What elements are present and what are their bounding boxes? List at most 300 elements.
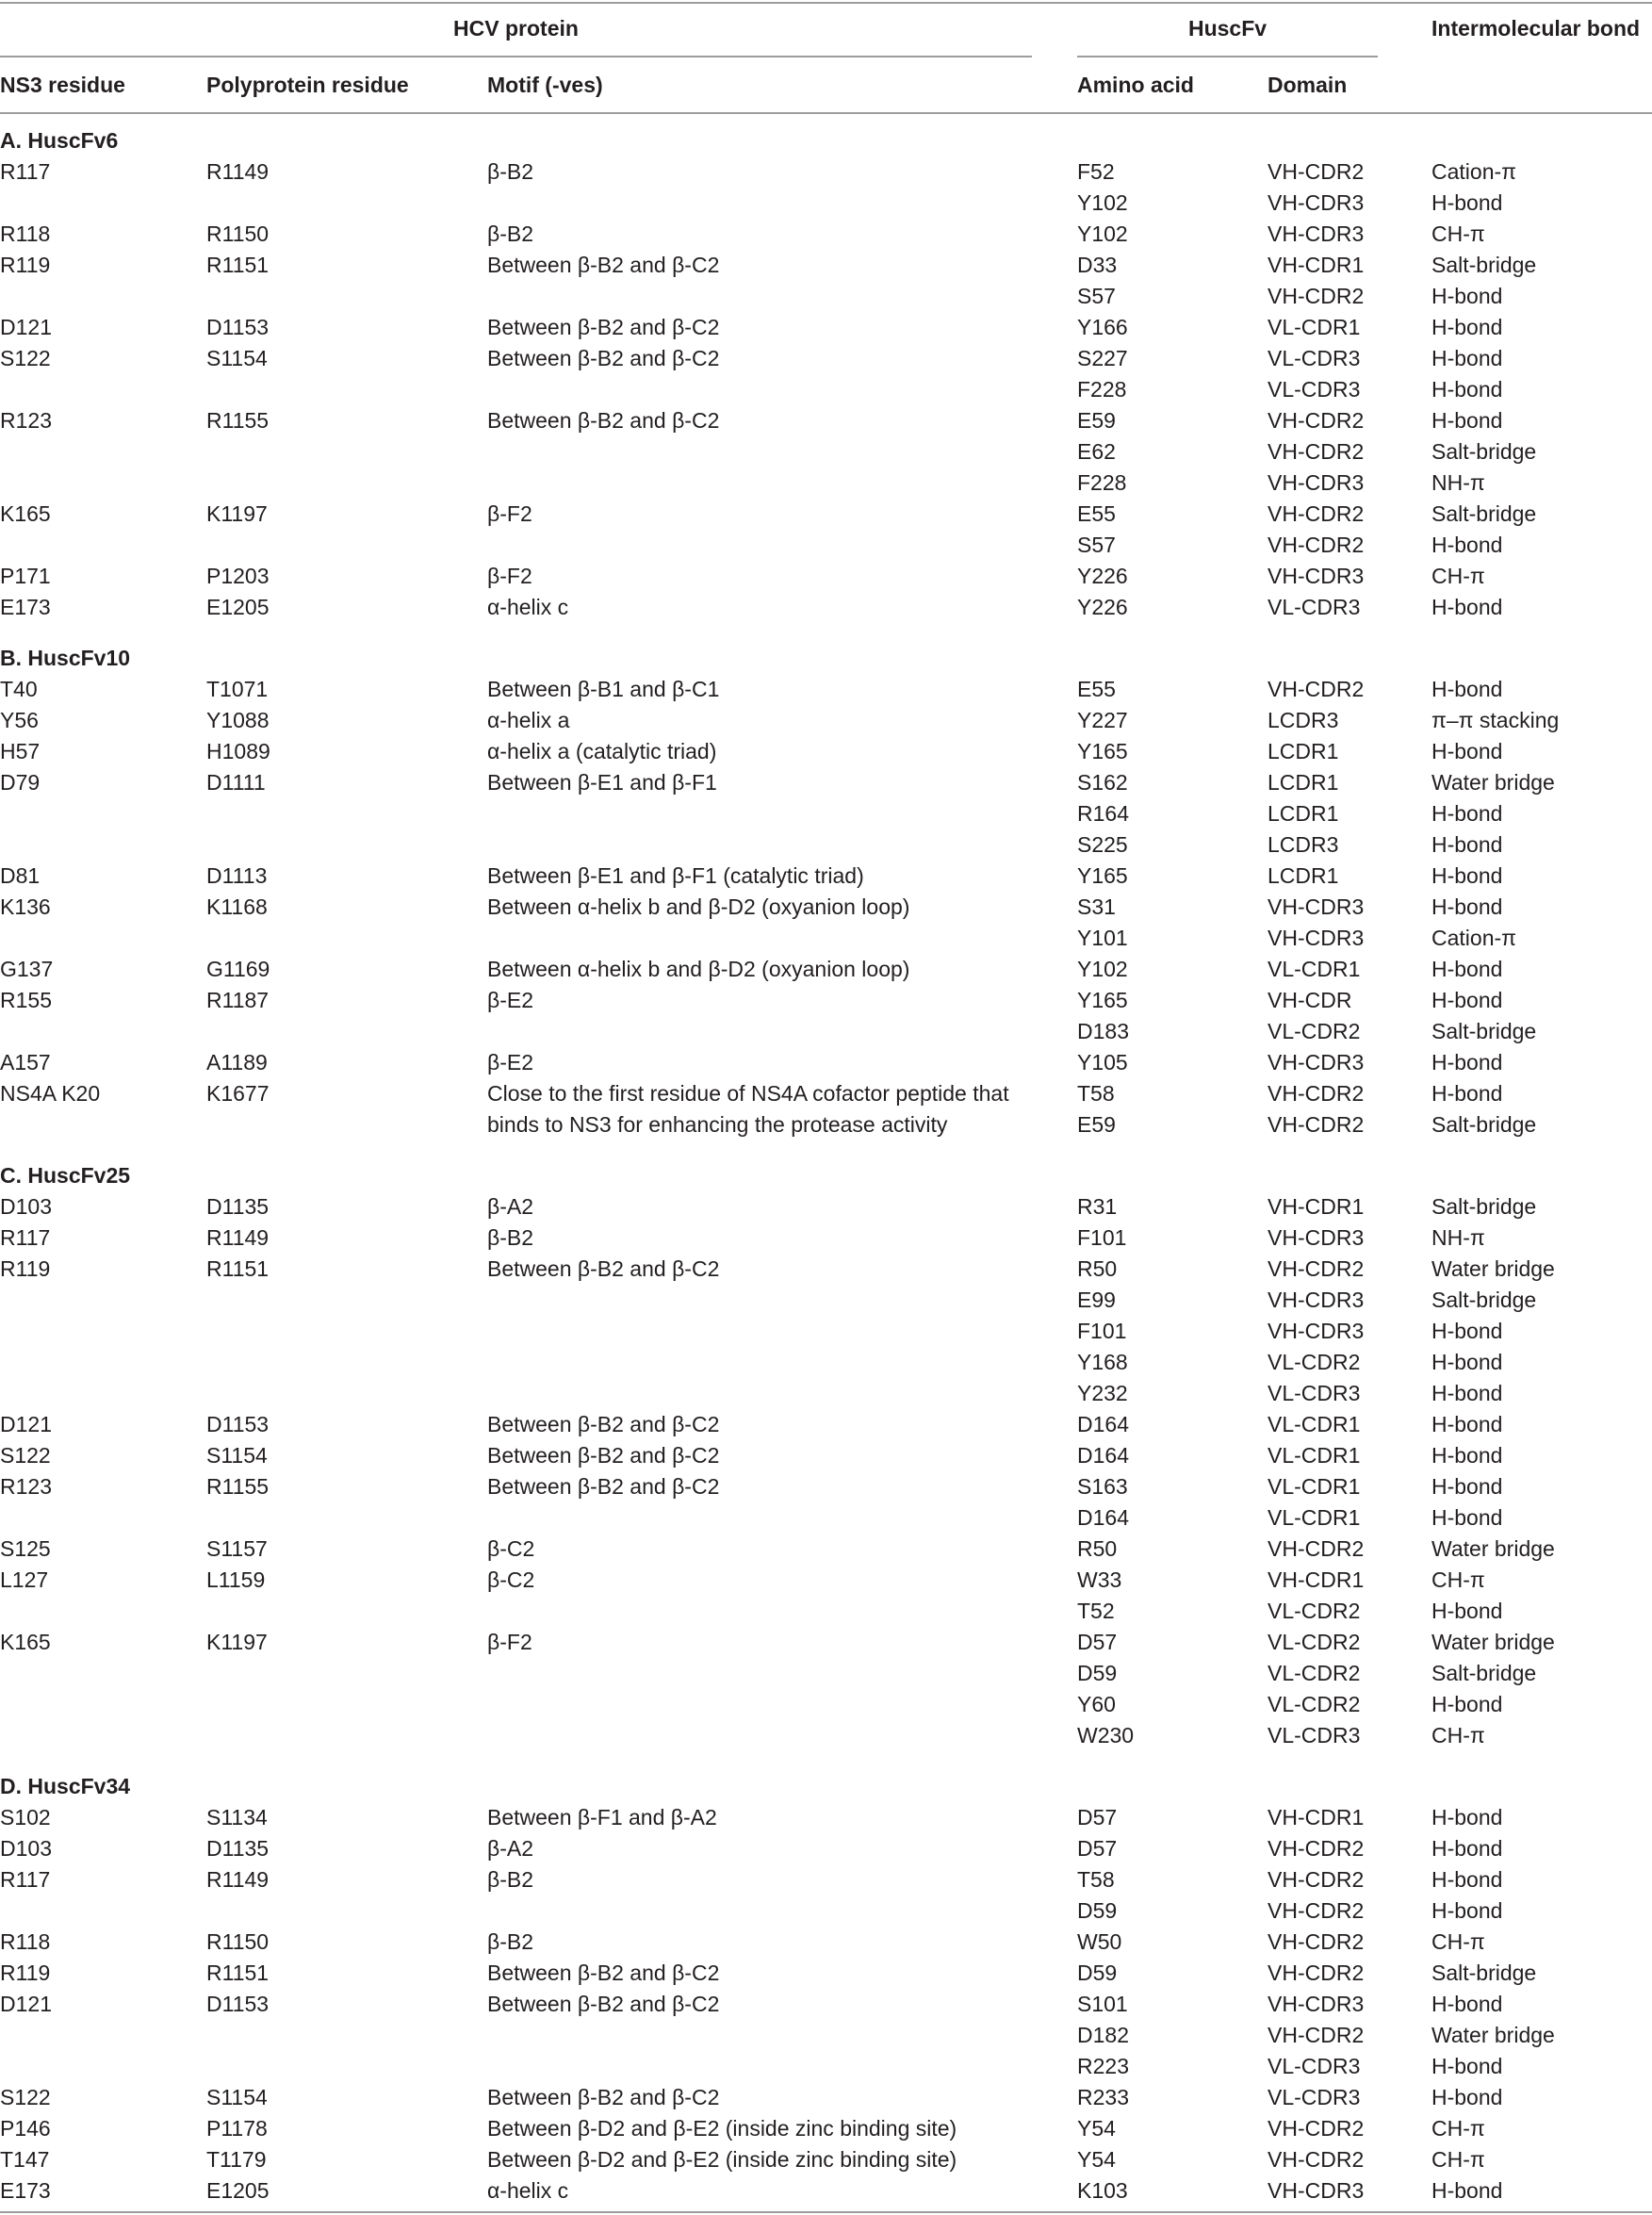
motif-cell	[487, 188, 1077, 219]
domain-cell: VH-CDR3	[1268, 894, 1365, 919]
motif-cell	[487, 1658, 1077, 1689]
motif-cell: Between β-B2 and β-C2	[487, 1992, 720, 2016]
amino-acid-cell: D33	[1077, 253, 1118, 277]
motif-cell	[487, 1502, 1077, 1534]
table-row	[0, 1720, 1652, 1751]
domain-cell: VL-CDR3	[1268, 1723, 1361, 1747]
ns3-residue-cell	[0, 530, 206, 561]
table-row	[0, 1596, 1652, 1627]
intermolecular-bond-cell: Water bridge	[1431, 1630, 1555, 1654]
ns3-residue-cell: D121	[0, 1992, 52, 2016]
table-row	[0, 1534, 1652, 1565]
motif-cell	[487, 374, 1077, 405]
ns3-residue-cell: R117	[0, 1867, 51, 1892]
polyprotein-residue-cell	[206, 2020, 487, 2051]
motif-cell: Between β-B2 and β-C2	[487, 1443, 720, 1468]
motif-cell: α-helix a	[487, 708, 570, 732]
ns3-residue-cell: T147	[0, 2147, 50, 2172]
domain-cell: VL-CDR2	[1268, 1019, 1361, 1043]
ns3-residue-cell: R118	[0, 222, 51, 246]
section-title: B. HuscFv10	[0, 646, 131, 670]
domain-cell: VH-CDR2	[1268, 1929, 1365, 1954]
amino-acid-cell: D59	[1077, 1661, 1118, 1685]
ns3-residue-cell: D81	[0, 863, 41, 888]
motif-cell	[487, 468, 1077, 499]
amino-acid-cell: Y226	[1077, 564, 1128, 588]
polyprotein-residue-cell	[206, 281, 487, 312]
table-row	[0, 1502, 1652, 1534]
intermolecular-bond-cell: H-bond	[1431, 533, 1503, 557]
table-row	[0, 2082, 1652, 2113]
table-row	[0, 1802, 1652, 1833]
domain-cell: VH-CDR2	[1268, 284, 1365, 308]
amino-acid-cell: Y60	[1077, 1692, 1116, 1716]
motif-cell: Between β-B2 and β-C2	[487, 346, 720, 370]
table-row	[0, 1254, 1652, 1285]
motif-cell: Between β-D2 and β-E2 (inside zinc binding site)	[487, 2147, 957, 2172]
intermolecular-bond-cell: H-bond	[1431, 346, 1503, 370]
domain-cell: VL-CDR2	[1268, 1692, 1361, 1716]
domain-cell: VH-CDR1	[1268, 1805, 1365, 1829]
polyprotein-residue-cell: R1151	[206, 1256, 270, 1281]
table-row	[0, 1440, 1652, 1471]
table-row	[0, 1316, 1652, 1347]
polyprotein-residue-cell: R1187	[206, 988, 270, 1012]
table-row	[0, 861, 1652, 892]
ns3-residue-cell: S102	[0, 1805, 51, 1829]
amino-acid-cell: Y166	[1077, 315, 1128, 339]
ns3-residue-cell: R123	[0, 408, 52, 433]
amino-acid-cell: S57	[1077, 533, 1116, 557]
amino-acid-cell: Y54	[1077, 2147, 1116, 2172]
intermolecular-bond-cell: H-bond	[1431, 408, 1503, 433]
polyprotein-residue-cell: A1189	[206, 1050, 268, 1075]
intermolecular-bond-cell: H-bond	[1431, 894, 1503, 919]
intermolecular-bond-cell: H-bond	[1431, 832, 1503, 857]
polyprotein-residue-cell	[206, 1720, 487, 1751]
domain-cell: VH-CDR3	[1268, 926, 1365, 950]
amino-acid-cell: F101	[1077, 1225, 1127, 1250]
domain-cell: VH-CDR2	[1268, 1898, 1365, 1923]
domain-cell: VL-CDR1	[1268, 1443, 1361, 1468]
polyprotein-residue-cell	[206, 1502, 487, 1534]
motif-cell	[487, 436, 1077, 468]
domain-cell: VL-CDR3	[1268, 1381, 1361, 1405]
intermolecular-bond-cell: CH-π	[1431, 1929, 1485, 1954]
table-row	[0, 1285, 1652, 1316]
motif-cell	[487, 798, 1077, 829]
domain-cell: VH-CDR3	[1268, 1319, 1365, 1343]
intermolecular-bond-cell: Salt-bridge	[1431, 1019, 1537, 1043]
table-row	[0, 1471, 1652, 1502]
table-row	[0, 2175, 1652, 2207]
amino-acid-cell: E99	[1077, 1288, 1116, 1312]
ns3-residue-cell: Y56	[0, 708, 39, 732]
amino-acid-cell: D57	[1077, 1836, 1118, 1861]
polyprotein-residue-cell: D1153	[206, 315, 270, 339]
domain-cell: VH-CDR3	[1268, 1225, 1365, 1250]
polyprotein-residue-cell	[206, 1689, 487, 1720]
amino-acid-cell: F52	[1077, 159, 1115, 184]
amino-acid-cell: R223	[1077, 2054, 1129, 2078]
intermolecular-bond-cell: H-bond	[1431, 1412, 1503, 1436]
hcv-protein-group-header: HCV protein	[453, 16, 579, 41]
ns3-residue-cell: R119	[0, 1961, 51, 1985]
motif-cell	[487, 1285, 1077, 1316]
amino-acid-cell: Y226	[1077, 595, 1128, 619]
amino-acid-cell: S225	[1077, 832, 1128, 857]
amino-acid-cell: F228	[1077, 377, 1127, 402]
motif-cell: β-A2	[487, 1194, 534, 1219]
intermolecular-bond-cell: CH-π	[1431, 2147, 1485, 2172]
ns3-residue-cell: E173	[0, 2178, 51, 2203]
motif-cell	[487, 1347, 1077, 1378]
polyprotein-residue-cell: L1159	[206, 1567, 266, 1592]
intermolecular-bond-cell: H-bond	[1431, 1443, 1503, 1468]
domain-cell: VH-CDR3	[1268, 190, 1365, 215]
amino-acid-cell: W33	[1077, 1567, 1122, 1592]
intermolecular-bond-cell: Salt-bridge	[1431, 439, 1537, 464]
domain-cell: VL-CDR2	[1268, 1661, 1361, 1685]
motif-cell: Close to the first residue of NS4A cofactor peptide that	[487, 1081, 1009, 1106]
motif-cell: α-helix a (catalytic triad)	[487, 739, 717, 763]
domain-cell: VH-CDR3	[1268, 1992, 1365, 2016]
table-row	[0, 1833, 1652, 1864]
amino-acid-cell: T52	[1077, 1599, 1115, 1623]
motif-cell: Between β-B2 and β-C2	[487, 1474, 720, 1499]
motif-cell: β-B2	[487, 1225, 534, 1250]
column-header-row	[0, 70, 1652, 101]
domain-cell: VH-CDR1	[1268, 253, 1365, 277]
table-row	[0, 343, 1652, 374]
table-section	[0, 114, 1652, 623]
table-row	[0, 767, 1652, 798]
ns3-residue-cell	[0, 436, 206, 468]
amino-acid-cell: E55	[1077, 677, 1116, 701]
polyprotein-residue-cell	[206, 1316, 487, 1347]
intermolecular-bond-cell: Water bridge	[1431, 1256, 1555, 1281]
motif-cell: Between β-B2 and β-C2	[487, 408, 720, 433]
domain-cell: VH-CDR2	[1268, 439, 1365, 464]
domain-cell: VH-CDR2	[1268, 1836, 1365, 1861]
intermolecular-bond-cell: H-bond	[1431, 1081, 1503, 1106]
ns3-residue-cell: K165	[0, 501, 51, 526]
intermolecular-bond-cell: Salt-bridge	[1431, 501, 1537, 526]
ns3-residue-cell	[0, 1316, 206, 1347]
motif-cell: Between β-B1 and β-C1	[487, 677, 720, 701]
polyprotein-residue-cell: S1157	[206, 1536, 268, 1561]
ns3-residue-cell	[0, 1895, 206, 1927]
ns3-residue-cell: R155	[0, 988, 52, 1012]
intermolecular-bond-cell: H-bond	[1431, 957, 1503, 981]
polyprotein-residue-cell: D1111	[206, 770, 266, 795]
table-row	[0, 1191, 1652, 1222]
table-row	[0, 499, 1652, 530]
domain-header: Domain	[1268, 73, 1348, 97]
polyprotein-residue-cell: R1155	[206, 408, 270, 433]
amino-acid-cell: S57	[1077, 284, 1116, 308]
motif-cell: binds to NS3 for enhancing the protease activity	[487, 1112, 948, 1137]
polyprotein-residue-cell: K1197	[206, 1630, 268, 1654]
table-row	[0, 829, 1652, 861]
table-section	[0, 1751, 1652, 2207]
domain-cell: VH-CDR2	[1268, 677, 1365, 701]
motif-cell: Between α-helix b and β-D2 (oxyanion loop)	[487, 957, 910, 981]
table-row	[0, 1109, 1652, 1140]
polyprotein-residue-cell	[206, 468, 487, 499]
domain-cell: VL-CDR1	[1268, 1505, 1361, 1530]
polyprotein-residue-cell	[206, 2051, 487, 2082]
domain-cell: VH-CDR2	[1268, 2147, 1365, 2172]
domain-cell: LCDR1	[1268, 770, 1339, 795]
intermolecular-bond-cell: H-bond	[1431, 1692, 1503, 1716]
intermolecular-bond-cell: H-bond	[1431, 988, 1503, 1012]
intermolecular-bond-cell: Salt-bridge	[1431, 1194, 1537, 1219]
table-row	[0, 1958, 1652, 1989]
amino-acid-cell: E59	[1077, 1112, 1116, 1137]
domain-cell: VL-CDR2	[1268, 1599, 1361, 1623]
table-row	[0, 985, 1652, 1016]
amino-acid-cell: Y168	[1077, 1350, 1128, 1374]
table-row	[0, 592, 1652, 623]
amino-acid-cell: Y165	[1077, 988, 1128, 1012]
table-row	[0, 705, 1652, 736]
intermolecular-bond-cell: H-bond	[1431, 1505, 1503, 1530]
intermolecular-bond-cell: Salt-bridge	[1431, 253, 1537, 277]
intermolecular-bond-cell: H-bond	[1431, 1350, 1503, 1374]
domain-cell: VH-CDR3	[1268, 222, 1365, 246]
table-row	[0, 312, 1652, 343]
motif-cell: β-B2	[487, 1867, 534, 1892]
amino-acid-cell: D59	[1077, 1961, 1118, 1985]
amino-acid-cell: S31	[1077, 894, 1116, 919]
ns3-residue-cell: H57	[0, 739, 41, 763]
polyprotein-residue-cell: E1205	[206, 595, 270, 619]
domain-cell: VH-CDR2	[1268, 1081, 1365, 1106]
amino-acid-cell: S163	[1077, 1474, 1128, 1499]
polyprotein-residue-cell: R1149	[206, 1225, 270, 1250]
ns3-residue-cell: L127	[0, 1567, 49, 1592]
ns3-residue-cell	[0, 1347, 206, 1378]
huscfv-underline	[1077, 56, 1378, 57]
polyprotein-residue-cell	[206, 1347, 487, 1378]
motif-cell	[487, 1316, 1077, 1347]
ns3-residue-cell: S125	[0, 1536, 51, 1561]
ns3-residue-cell	[0, 1016, 206, 1047]
amino-acid-cell: D183	[1077, 1019, 1129, 1043]
amino-acid-cell: S162	[1077, 770, 1128, 795]
motif-cell	[487, 1596, 1077, 1627]
amino-acid-cell: S101	[1077, 1992, 1128, 2016]
polyprotein-residue-cell	[206, 798, 487, 829]
table-row	[0, 1627, 1652, 1658]
amino-acid-cell: R31	[1077, 1194, 1118, 1219]
amino-acid-cell: Y105	[1077, 1050, 1128, 1075]
amino-acid-cell: D182	[1077, 2023, 1129, 2047]
amino-acid-cell: F228	[1077, 470, 1127, 495]
table-row	[0, 1047, 1652, 1078]
intermolecular-bond-header: Intermolecular bond	[1431, 16, 1641, 41]
ns3-residue-cell	[0, 1109, 206, 1140]
domain-cell: VH-CDR3	[1268, 1050, 1365, 1075]
amino-acid-cell: D57	[1077, 1805, 1118, 1829]
amino-acid-cell: D164	[1077, 1412, 1129, 1436]
polyprotein-residue-cell: H1089	[206, 739, 270, 763]
amino-acid-cell: D164	[1077, 1505, 1129, 1530]
table-row	[0, 892, 1652, 923]
domain-cell: VH-CDR2	[1268, 2023, 1365, 2047]
motif-cell	[487, 829, 1077, 861]
ns3-residue-cell: R119	[0, 1256, 51, 1281]
intermolecular-bond-cell: H-bond	[1431, 739, 1503, 763]
motif-cell: β-C2	[487, 1536, 535, 1561]
domain-cell: LCDR3	[1268, 832, 1339, 857]
ns3-residue-cell: R117	[0, 1225, 51, 1250]
table-row	[0, 1347, 1652, 1378]
table-row	[0, 1078, 1652, 1109]
ns3-residue-cell	[0, 468, 206, 499]
intermolecular-bond-cell: H-bond	[1431, 1599, 1503, 1623]
intermolecular-bond-cell: Water bridge	[1431, 2023, 1555, 2047]
motif-cell	[487, 1895, 1077, 1927]
polyprotein-residue-header: Polyprotein residue	[206, 73, 409, 97]
table-row	[0, 188, 1652, 219]
motif-cell: β-B2	[487, 222, 534, 246]
intermolecular-bond-cell: H-bond	[1431, 315, 1503, 339]
polyprotein-residue-cell	[206, 374, 487, 405]
domain-cell: VL-CDR2	[1268, 1630, 1361, 1654]
ns3-residue-cell	[0, 188, 206, 219]
motif-cell: β-B2	[487, 159, 534, 184]
table-section	[0, 1140, 1652, 1751]
ns3-residue-cell: D121	[0, 1412, 52, 1436]
ns3-residue-cell	[0, 1720, 206, 1751]
motif-cell: Between α-helix b and β-D2 (oxyanion loop)	[487, 894, 910, 919]
domain-cell: VH-CDR1	[1268, 1194, 1365, 1219]
motif-cell: β-E2	[487, 1050, 534, 1075]
intermolecular-bond-cell: Water bridge	[1431, 770, 1555, 795]
domain-cell: VL-CDR1	[1268, 1474, 1361, 1499]
intermolecular-bond-cell: H-bond	[1431, 863, 1503, 888]
domain-cell: VH-CDR3	[1268, 1288, 1365, 1312]
ns3-residue-cell: E173	[0, 595, 51, 619]
polyprotein-residue-cell	[206, 1109, 487, 1140]
table-row	[0, 250, 1652, 281]
table-row	[0, 798, 1652, 829]
domain-cell: VH-CDR2	[1268, 501, 1365, 526]
polyprotein-residue-cell: D1135	[206, 1194, 270, 1219]
polyprotein-residue-cell: S1134	[206, 1805, 268, 1829]
domain-cell: VL-CDR1	[1268, 1412, 1361, 1436]
polyprotein-residue-cell	[206, 436, 487, 468]
ns3-residue-cell: P146	[0, 2116, 51, 2141]
amino-acid-cell: R233	[1077, 2085, 1129, 2109]
amino-acid-cell: Y165	[1077, 863, 1128, 888]
table-row	[0, 219, 1652, 250]
huscfv-group-header: HuscFv	[1187, 16, 1268, 41]
intermolecular-bond-cell: CH-π	[1431, 1567, 1485, 1592]
domain-cell: VH-CDR3	[1268, 470, 1365, 495]
polyprotein-residue-cell: R1150	[206, 222, 270, 246]
amino-acid-cell: W230	[1077, 1723, 1135, 1747]
domain-cell: VL-CDR1	[1268, 315, 1361, 339]
intermolecular-bond-cell: H-bond	[1431, 2178, 1503, 2203]
polyprotein-residue-cell: T1179	[206, 2147, 267, 2172]
amino-acid-cell: F101	[1077, 1319, 1127, 1343]
motif-cell: Between β-E1 and β-F1	[487, 770, 717, 795]
intermolecular-bond-cell: H-bond	[1431, 1050, 1503, 1075]
domain-cell: VL-CDR1	[1268, 957, 1361, 981]
amino-acid-cell: Y102	[1077, 190, 1128, 215]
domain-cell: LCDR1	[1268, 739, 1339, 763]
domain-cell: VH-CDR2	[1268, 1536, 1365, 1561]
table-row	[0, 156, 1652, 188]
motif-cell: Between β-F1 and β-A2	[487, 1805, 717, 1829]
polyprotein-residue-cell: D1135	[206, 1836, 270, 1861]
intermolecular-bond-cell: H-bond	[1431, 1381, 1503, 1405]
table-row	[0, 1864, 1652, 1895]
amino-acid-cell: T58	[1077, 1867, 1115, 1892]
polyprotein-residue-cell	[206, 188, 487, 219]
domain-cell: VH-CDR2	[1268, 1256, 1365, 1281]
intermolecular-bond-cell: CH-π	[1431, 1723, 1485, 1747]
amino-acid-cell: Y232	[1077, 1381, 1128, 1405]
ns3-residue-cell: D103	[0, 1836, 52, 1861]
motif-cell: Between β-B2 and β-C2	[487, 315, 720, 339]
polyprotein-residue-cell: K1197	[206, 501, 268, 526]
section-title: A. HuscFv6	[0, 128, 119, 153]
motif-cell: Between β-B2 and β-C2	[487, 1961, 720, 1985]
ns3-residue-cell	[0, 1502, 206, 1534]
amino-acid-cell: E62	[1077, 439, 1116, 464]
polyprotein-residue-cell: R1149	[206, 1867, 270, 1892]
polyprotein-residue-cell	[206, 1895, 487, 1927]
motif-cell: β-E2	[487, 988, 534, 1012]
polyprotein-residue-cell: Y1088	[206, 708, 270, 732]
ns3-residue-cell: K165	[0, 1630, 51, 1654]
intermolecular-bond-cell: NH-π	[1431, 470, 1485, 495]
ns3-residue-cell: T40	[0, 677, 38, 701]
ns3-residue-cell: D103	[0, 1194, 52, 1219]
motif-cell: β-F2	[487, 564, 532, 588]
table-row	[0, 1989, 1652, 2020]
polyprotein-residue-cell: K1168	[206, 894, 268, 919]
intermolecular-bond-cell: Cation-π	[1431, 926, 1517, 950]
table-row	[0, 281, 1652, 312]
intermolecular-bond-cell: CH-π	[1431, 2116, 1485, 2141]
table-row	[0, 2051, 1652, 2082]
table-row	[0, 1689, 1652, 1720]
polyprotein-residue-cell: R1150	[206, 1929, 270, 1954]
motif-cell: α-helix c	[487, 2178, 569, 2203]
intermolecular-bond-cell: H-bond	[1431, 2085, 1503, 2109]
table-row	[0, 374, 1652, 405]
ns3-residue-cell	[0, 1689, 206, 1720]
table-row	[0, 1409, 1652, 1440]
domain-cell: VH-CDR2	[1268, 159, 1365, 184]
polyprotein-residue-cell: S1154	[206, 1443, 268, 1468]
table-row	[0, 436, 1652, 468]
domain-cell: LCDR1	[1268, 863, 1339, 888]
polyprotein-residue-cell	[206, 530, 487, 561]
ns3-residue-cell: K136	[0, 894, 51, 919]
ns3-residue-cell	[0, 1658, 206, 1689]
domain-cell: VH-CDR	[1268, 988, 1352, 1012]
domain-cell: LCDR1	[1268, 801, 1339, 826]
intermolecular-bond-cell: H-bond	[1431, 1836, 1503, 1861]
table-body	[0, 114, 1652, 2213]
motif-cell: Between β-B2 and β-C2	[487, 2085, 720, 2109]
